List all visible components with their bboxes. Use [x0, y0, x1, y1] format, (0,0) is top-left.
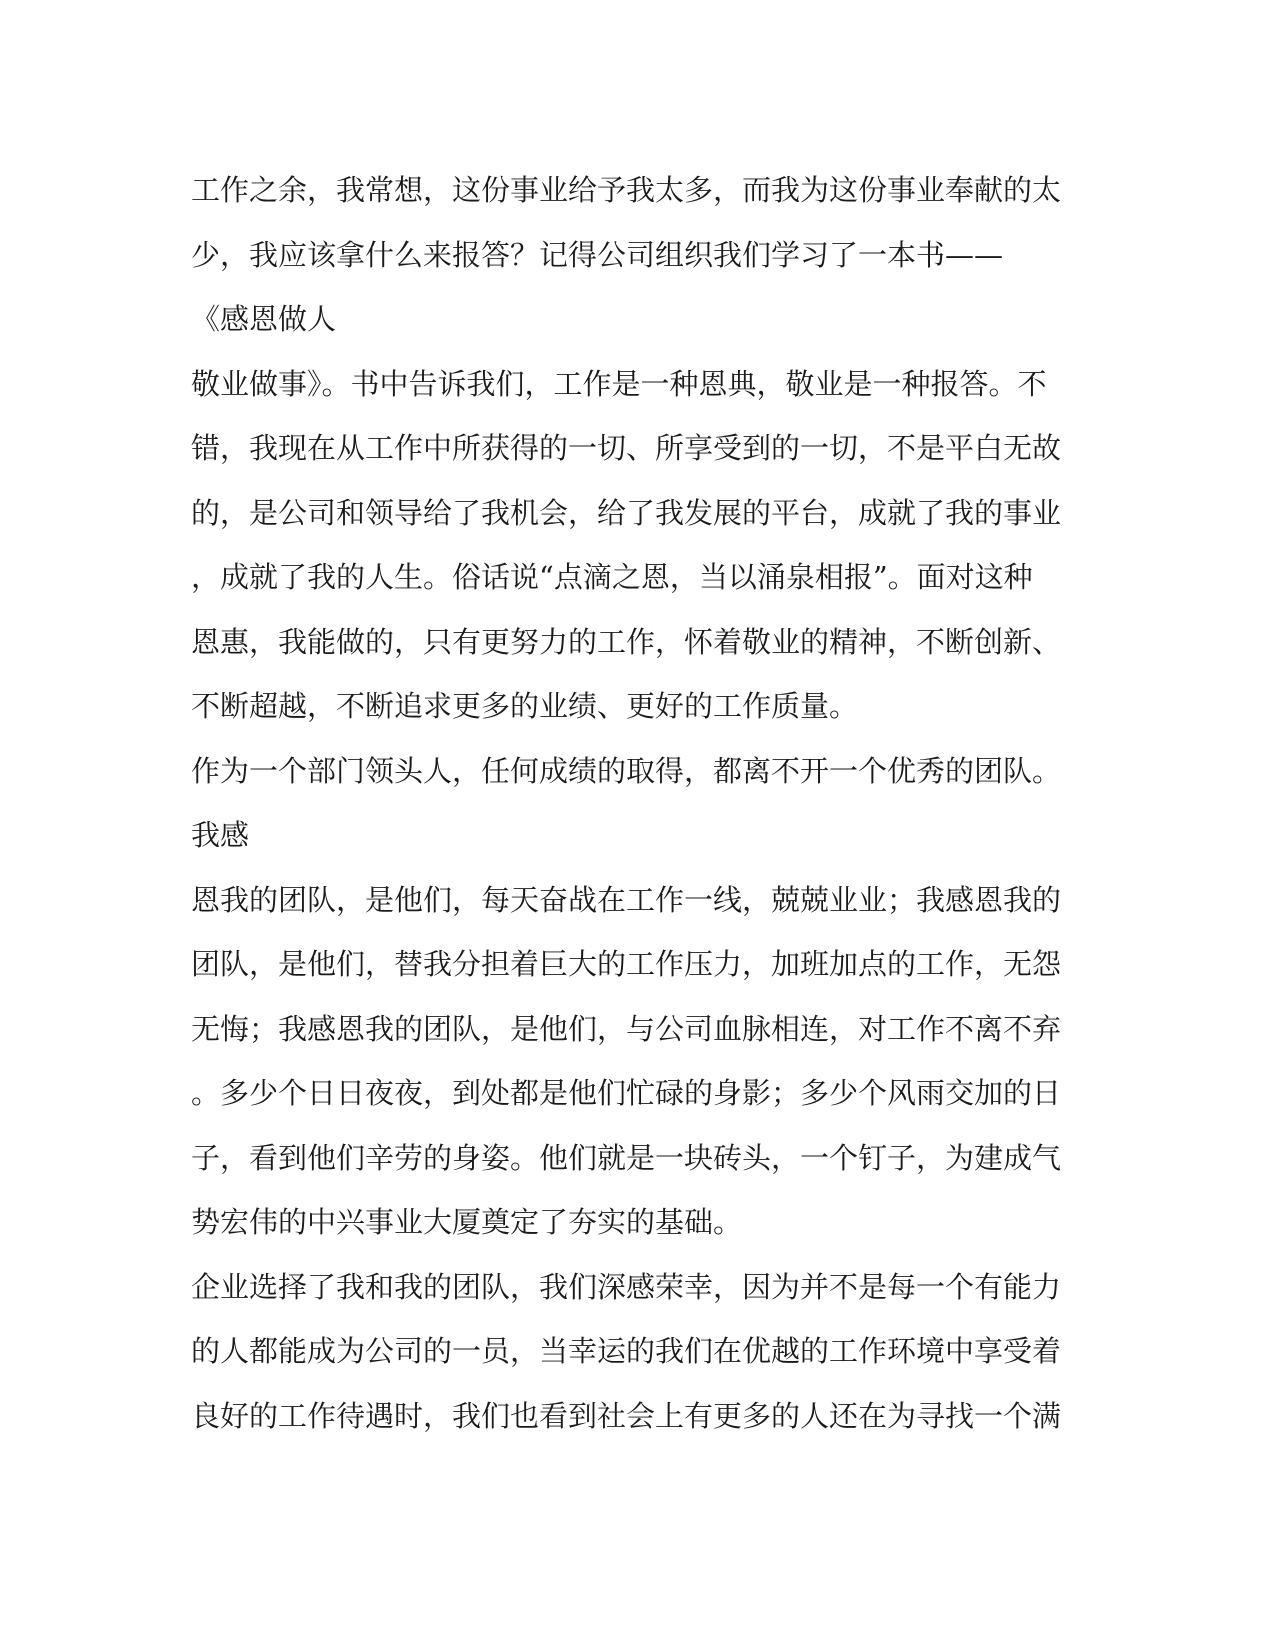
text-line: 工作之余，我常想，这份事业给予我太多，而我为这份事业奉献的太: [191, 173, 1062, 207]
text-line: 团队，是他们，替我分担着巨大的工作压力，加班加点的工作，无怨: [191, 947, 1062, 981]
text-line: 少，我应该拿什么来报答？记得公司组织我们学习了一本书——: [191, 237, 1004, 272]
text-line: 恩惠，我能做的，只有更努力的工作，怀着敬业的精神，不断创新、: [191, 624, 1062, 659]
text-line: 。多少个日日夜夜，到处都是他们忙碌的身影；多少个风雨交加的日: [191, 1076, 1062, 1110]
text-line: 敬业做事》。书中告诉我们，工作是一种恩典，敬业是一种报答。不: [191, 366, 1047, 401]
text-line: 子，看到他们辛劳的身姿。他们就是一块砖头，一个钉子，为建成气: [191, 1140, 1062, 1175]
text-line: 良好的工作待遇时，我们也看到社会上有更多的人还在为寻找一个满: [191, 1398, 1062, 1433]
text-line: 的人都能成为公司的一员，当幸运的我们在优越的工作环境中享受着: [191, 1334, 1062, 1368]
text-line: ，成就了我的人生。俗话说“点滴之恩，当以涌泉相报”。面对这种: [191, 560, 1033, 594]
text-line: 《感恩做人: [191, 302, 337, 336]
text-line: 我感: [191, 818, 250, 852]
text-line: 企业选择了我和我的团队，我们深感荣幸，因为并不是每一个有能力: [191, 1269, 1062, 1304]
text-line: 的，是公司和领导给了我机会，给了我发展的平台，成就了我的事业: [191, 495, 1062, 530]
text-line: 作为一个部门领头人，任何成绩的取得，都离不开一个优秀的团队。: [191, 753, 1062, 788]
text-line: 不断超越，不断追求更多的业绩、更好的工作质量。: [191, 689, 859, 723]
text-line: 势宏伟的中兴事业大厦奠定了夯实的基础。: [191, 1205, 743, 1239]
text-line: 无悔；我感恩我的团队，是他们，与公司血脉相连，对工作不离不弃: [191, 1011, 1062, 1046]
text-line: 恩我的团队，是他们，每天奋战在工作一线，兢兢业业；我感恩我的: [191, 882, 1062, 917]
text-line: 错，我现在从工作中所获得的一切、所享受到的一切，不是平白无故: [191, 431, 1062, 465]
body-text: [191, 158, 1071, 1448]
